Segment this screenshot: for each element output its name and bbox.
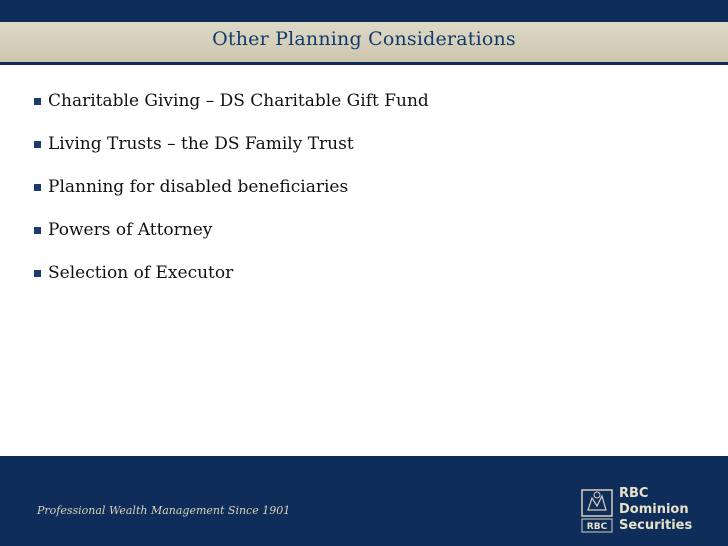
logo-line: Securities (619, 518, 693, 533)
square-bullet-icon (34, 141, 41, 148)
bullet-text: Selection of Executor (48, 263, 234, 283)
square-bullet-icon (34, 270, 41, 277)
logo-line: RBC (619, 486, 649, 501)
rbc-shield-icon (580, 486, 614, 534)
logo-wordmark (619, 486, 692, 534)
bullet-text: Planning for disabled beneficiaries (48, 177, 349, 197)
bullet-text: Charitable Giving – DS Charitable Gift Fund (48, 91, 429, 111)
list-item (34, 220, 429, 263)
emblem-text: RBC (586, 522, 608, 532)
title-divider (0, 62, 728, 65)
footer-tagline: Professional Wealth Management Since 1901 (37, 504, 291, 517)
list-item (34, 134, 429, 177)
square-bullet-icon (34, 227, 41, 234)
list-item (34, 91, 429, 134)
square-bullet-icon (34, 184, 41, 191)
bullet-list (34, 91, 429, 306)
square-bullet-icon (34, 98, 41, 105)
top-bar (0, 0, 728, 22)
bullet-text: Living Trusts – the DS Family Trust (48, 134, 354, 154)
list-item (34, 177, 429, 220)
rbc-logo (580, 486, 700, 536)
bullet-text: Powers of Attorney (48, 220, 213, 240)
logo-line: Dominion (619, 502, 689, 517)
list-item (34, 263, 429, 306)
slide-title: Other Planning Considerations (212, 28, 516, 50)
